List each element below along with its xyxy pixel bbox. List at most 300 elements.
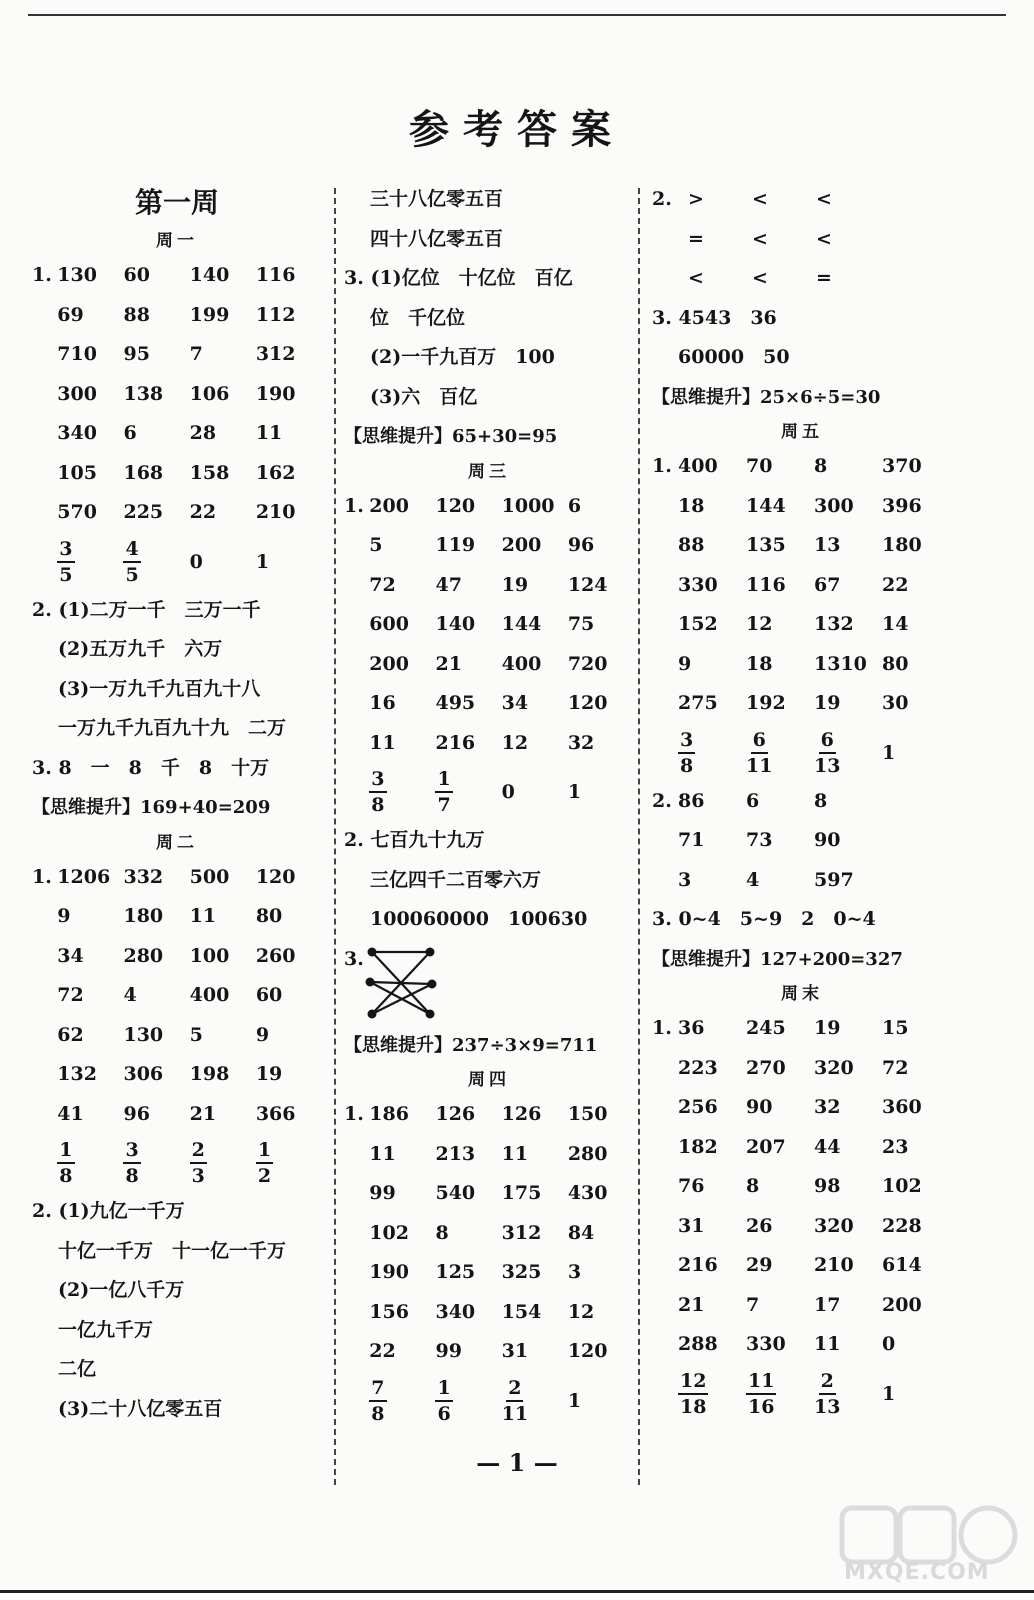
grid-cell: 168 [123, 461, 164, 484]
fraction-numerator: 3 [123, 1138, 140, 1164]
grid-cell: 96 [567, 534, 595, 556]
question-number [652, 861, 678, 901]
fraction-row [32, 1134, 322, 1192]
grid-cell: 210 [255, 501, 296, 523]
page-title: 参考答案 [409, 106, 625, 153]
grid-cell: 1206 [57, 865, 111, 888]
grid-cell: 140 [189, 264, 230, 286]
grid-cell: 570 [57, 501, 97, 523]
fraction [678, 728, 695, 778]
day-heading-wed: 周三 [468, 461, 510, 482]
grid-row [32, 1095, 322, 1135]
thinking-boost-label: 【思维提升】 [652, 948, 760, 970]
grid-row [344, 526, 634, 566]
grid-cell: 614 [882, 1254, 922, 1276]
grid-row [32, 414, 322, 454]
answer-line: 2. (1)二万一千 三万一千 [32, 598, 261, 621]
grid-row [344, 1095, 634, 1135]
answer-grid [652, 1009, 952, 1365]
grid-cell: 280 [567, 1142, 608, 1165]
grid-cell: 84 [567, 1221, 595, 1244]
fraction [814, 1369, 840, 1419]
grid-cell: 400 [501, 652, 542, 675]
column-divider [638, 188, 640, 1485]
grid-cell: 330 [746, 1333, 786, 1355]
grid-cell: 600 [369, 613, 409, 635]
thinking-boost-answer: 237÷3×9=711 [452, 1034, 598, 1056]
comparison-grid [652, 180, 952, 299]
comparison-sign: < [816, 227, 832, 250]
grid-cell: 76 [678, 1175, 705, 1197]
grid-cell: 5 [189, 1023, 203, 1046]
page-number: — 1 — [476, 1448, 558, 1477]
grid-row [344, 566, 634, 606]
grid-cell: 70 [746, 455, 773, 477]
grid-cell: 154 [501, 1300, 542, 1323]
thinking-boost [652, 378, 952, 418]
top-rule [28, 14, 1006, 16]
grid-cell: 216 [435, 731, 476, 754]
grid-row [344, 684, 634, 724]
thinking-boost-answer: 169+40=209 [140, 797, 271, 818]
grid-cell: 366 [255, 1102, 296, 1125]
grid-cell: 4 [746, 868, 760, 891]
thinking-boost-answer: 127+200=327 [760, 948, 903, 970]
grid-cell: 3 [567, 1261, 582, 1283]
grid-row [32, 1016, 322, 1056]
answer-line: (2)五万九千 六万 [58, 638, 223, 660]
grid-cell: 72 [57, 984, 84, 1006]
grid-cell: 71 [678, 829, 705, 851]
grid-row [652, 1049, 952, 1089]
grid-row [32, 976, 322, 1016]
fraction [435, 1376, 452, 1426]
question-number: 1. [344, 494, 364, 517]
grid-cell: 95 [123, 343, 150, 365]
thinking-boost-label: 【思维提升】 [344, 1034, 452, 1056]
grid-cell: 1000 [501, 494, 555, 517]
grid-cell: 130 [123, 1023, 164, 1046]
question-number: 1. [652, 1017, 672, 1039]
grid-row [32, 296, 322, 336]
grid-cell: 1 [567, 1389, 582, 1412]
answer-grid [32, 858, 322, 1135]
fraction-numerator: 3 [57, 537, 74, 563]
fraction [256, 1138, 273, 1188]
fraction [190, 1138, 207, 1188]
grid-cell: 8 [435, 1221, 449, 1244]
question-number [652, 259, 688, 299]
grid-cell: 9 [57, 905, 71, 927]
grid-cell: 0 [501, 781, 515, 803]
answer-line: (2)一千九百万 100 [370, 346, 555, 368]
grid-row [652, 526, 952, 566]
fraction-denominator: 6 [437, 1402, 451, 1425]
grid-cell: 306 [123, 1063, 164, 1085]
grid-row [652, 1246, 952, 1286]
grid-cell: 62 [57, 1023, 84, 1046]
fraction [678, 1369, 708, 1419]
grid-row [652, 684, 952, 724]
grid-cell: 19 [255, 1063, 283, 1085]
comparison-sign: > [688, 188, 704, 210]
grid-row [344, 605, 634, 645]
grid-cell: 6 [123, 422, 137, 444]
grid-row [652, 821, 952, 861]
answer-line: 3. 8 一 8 千 8 十万 [32, 756, 270, 779]
fraction-numerator: 1 [57, 1138, 74, 1164]
grid-row [652, 645, 952, 685]
grid-row [652, 1128, 952, 1168]
fraction-numerator: 1 [256, 1138, 273, 1164]
answer-line: 四十八亿零五百 [370, 227, 504, 250]
grid-cell: 124 [567, 573, 608, 596]
fraction-row [344, 1372, 634, 1430]
watermark-text: MXQE.COM [844, 1560, 990, 1585]
thinking-boost-answer: 65+30=95 [452, 426, 558, 447]
answer-line: 60000 50 [678, 346, 790, 368]
grid-cell: 15 [882, 1017, 909, 1039]
grid-cell: 198 [189, 1063, 230, 1085]
answer-line: 二亿 [58, 1358, 97, 1380]
grid-row [652, 1207, 952, 1247]
grid-cell: 41 [57, 1102, 84, 1125]
grid-cell: 11 [369, 1142, 396, 1165]
answer-line: 三亿四千二百零六万 [370, 868, 542, 891]
grid-cell: 162 [255, 461, 296, 484]
grid-cell: 44 [814, 1135, 841, 1158]
grid-cell: 5 [369, 534, 383, 556]
grid-cell: 275 [678, 692, 718, 714]
grid-cell: 256 [678, 1096, 718, 1118]
grid-cell: 120 [567, 1340, 608, 1362]
grid-cell: 47 [435, 573, 462, 596]
grid-row [32, 897, 322, 937]
grid-cell: 720 [567, 652, 608, 675]
column-1 [32, 180, 322, 1429]
thinking-boost [344, 1026, 634, 1066]
bottom-rule [0, 1590, 1034, 1593]
fraction-denominator: 16 [748, 1395, 775, 1418]
day-heading-mon: 周一 [156, 231, 198, 251]
grid-cell: 175 [501, 1182, 542, 1204]
grid-row [344, 1214, 634, 1254]
fraction-numerator: 12 [678, 1369, 708, 1395]
grid-row [32, 454, 322, 494]
grid-cell: 4 [123, 984, 137, 1006]
comparison-sign: < [752, 188, 768, 210]
grid-cell: 199 [189, 303, 230, 326]
answer-line: 位 千亿位 [370, 306, 466, 329]
grid-cell: 21 [189, 1102, 217, 1125]
grid-cell: 105 [57, 461, 97, 484]
question-number: 1. [32, 264, 52, 286]
grid-cell: 11 [189, 905, 217, 927]
grid-cell: 8 [814, 789, 828, 812]
grid-cell: 223 [678, 1056, 718, 1079]
comparison-sign: = [816, 267, 832, 289]
grid-cell: 126 [435, 1103, 476, 1125]
grid-cell: 216 [678, 1254, 718, 1276]
fraction [435, 767, 452, 817]
grid-row [32, 858, 322, 898]
thinking-boost [652, 940, 952, 980]
column-2 [344, 180, 634, 1430]
question-number [652, 821, 678, 861]
grid-cell: 17 [814, 1293, 841, 1316]
grid-row [32, 335, 322, 375]
grid-cell: 400 [189, 984, 230, 1006]
fraction-denominator: 13 [814, 754, 841, 777]
fraction [746, 728, 772, 778]
grid-cell: 1 [255, 550, 270, 573]
fraction-numerator: 2 [190, 1138, 207, 1164]
fraction-denominator: 2 [257, 1165, 272, 1187]
fraction [502, 1376, 528, 1426]
grid-cell: 340 [435, 1300, 476, 1323]
grid-cell: 26 [746, 1214, 773, 1237]
fraction-denominator: 8 [371, 794, 385, 816]
fraction-numerator: 7 [369, 1376, 386, 1402]
grid-cell: 34 [57, 944, 84, 967]
day-heading-fri: 周五 [781, 422, 823, 442]
thinking-boost-label: 【思维提升】 [32, 797, 140, 818]
answer-line: 100060000 100630 [370, 908, 588, 930]
grid-cell: 119 [435, 534, 476, 556]
grid-row [344, 1293, 634, 1333]
grid-cell: 80 [882, 652, 909, 675]
grid-cell: 200 [369, 652, 409, 675]
grid-cell: 280 [123, 944, 164, 967]
grid-cell: 360 [882, 1096, 922, 1118]
grid-cell: 73 [746, 829, 773, 851]
grid-cell: 11 [814, 1333, 841, 1355]
grid-cell: 312 [501, 1221, 542, 1244]
grid-row [32, 256, 322, 296]
grid-cell: 138 [123, 382, 164, 405]
grid-row [652, 447, 952, 487]
grid-row [344, 487, 634, 527]
grid-cell: 300 [57, 382, 97, 405]
matching-diagram [344, 940, 634, 1026]
grid-cell: 400 [678, 455, 718, 477]
comparison-sign: < [688, 267, 704, 289]
fraction-numerator: 1 [435, 1376, 452, 1402]
grid-cell: 710 [57, 343, 97, 365]
fraction-numerator: 1 [435, 767, 452, 793]
answer-line: 3. (1)亿位 十亿位 百亿 [344, 267, 573, 289]
day-heading-weekend: 周末 [781, 984, 823, 1004]
grid-cell: 1 [882, 1382, 896, 1405]
grid-cell: 96 [123, 1102, 150, 1125]
grid-cell: 11 [255, 422, 283, 444]
grid-cell: 144 [746, 494, 786, 517]
grid-cell: 370 [882, 455, 922, 477]
grid-cell: 11 [369, 731, 396, 754]
grid-cell: 12 [567, 1300, 595, 1323]
grid-row [652, 605, 952, 645]
grid-cell: 597 [814, 868, 854, 891]
grid-cell: 34 [501, 692, 529, 714]
grid-cell: 156 [369, 1300, 409, 1323]
fraction-row [344, 763, 634, 821]
grid-cell: 19 [501, 573, 529, 596]
grid-row [652, 1286, 952, 1326]
grid-cell: 102 [882, 1175, 922, 1197]
comparison-sign: < [752, 267, 768, 289]
grid-row [32, 1055, 322, 1095]
grid-cell: 270 [746, 1056, 786, 1079]
grid-cell: 180 [882, 534, 922, 556]
fraction-numerator: 4 [123, 537, 140, 563]
grid-cell: 120 [435, 494, 476, 517]
fraction-denominator: 13 [814, 1395, 841, 1418]
fraction-numerator: 2 [819, 1369, 836, 1395]
grid-cell: 495 [435, 692, 476, 714]
grid-cell: 80 [255, 905, 283, 927]
answer-line: (3)六 百亿 [370, 385, 478, 408]
fraction-denominator: 8 [59, 1165, 73, 1187]
grid-cell: 22 [189, 501, 217, 523]
thinking-boost-answer: 25×6÷5=30 [760, 386, 881, 408]
grid-cell: 112 [255, 303, 296, 326]
fraction-numerator: 2 [506, 1376, 523, 1402]
grid-cell: 245 [746, 1017, 786, 1039]
grid-cell: 16 [369, 692, 396, 714]
answer-line: 2. (1)九亿一千万 [32, 1200, 185, 1222]
answer-grid [652, 447, 952, 724]
grid-row [344, 1135, 634, 1175]
fraction-row [652, 1365, 952, 1423]
grid-row [652, 1009, 952, 1049]
question-number: 2. [652, 188, 672, 210]
grid-row [344, 1332, 634, 1372]
grid-cell: 0 [189, 550, 203, 573]
grid-row [32, 375, 322, 415]
grid-row [652, 1088, 952, 1128]
answer-line: (3)一万九千九百九十八 [58, 677, 261, 700]
fraction-denominator: 18 [680, 1395, 707, 1418]
grid-cell: 132 [814, 613, 854, 635]
grid-cell: 60 [123, 264, 150, 286]
grid-cell: 1 [882, 741, 896, 764]
grid-cell: 132 [57, 1063, 97, 1085]
answer-line: 3. 0~4 5~9 2 0~4 [652, 908, 876, 930]
thinking-boost [344, 417, 634, 457]
question-number: 3. [344, 947, 364, 970]
answer-grid [652, 782, 952, 901]
grid-cell: 180 [123, 905, 164, 927]
grid-cell: 1310 [814, 652, 867, 675]
comparison-row [652, 220, 952, 260]
question-number: 1. [32, 865, 52, 888]
grid-cell: 69 [57, 303, 84, 326]
grid-cell: 32 [814, 1096, 841, 1118]
grid-cell: 150 [567, 1103, 608, 1125]
grid-cell: 190 [369, 1261, 409, 1283]
grid-cell: 120 [567, 692, 608, 714]
question-number [652, 220, 688, 260]
grid-cell: 72 [882, 1056, 909, 1079]
line-matching-icon [362, 944, 442, 1022]
grid-row [32, 493, 322, 533]
grid-cell: 6 [567, 494, 582, 517]
comparison-row [652, 180, 952, 220]
grid-cell: 8 [746, 1175, 760, 1197]
answer-line: (2)一亿八千万 [58, 1279, 185, 1301]
grid-cell: 29 [746, 1254, 773, 1276]
grid-cell: 207 [746, 1135, 786, 1158]
grid-cell: 116 [746, 573, 786, 596]
fraction [369, 767, 386, 817]
comparison-sign: < [816, 188, 832, 210]
grid-row [652, 782, 952, 822]
fraction [123, 537, 140, 587]
grid-cell: 140 [435, 613, 476, 635]
grid-cell: 152 [678, 613, 718, 635]
answer-line: 3. 4543 36 [652, 306, 777, 329]
grid-cell: 23 [882, 1135, 909, 1158]
grid-cell: 22 [369, 1340, 396, 1362]
grid-cell: 144 [501, 613, 542, 635]
grid-cell: 102 [369, 1221, 409, 1244]
grid-cell: 540 [435, 1182, 476, 1204]
fraction-numerator: 6 [751, 728, 768, 754]
comparison-sign: = [688, 227, 704, 250]
grid-cell: 430 [567, 1182, 608, 1204]
grid-cell: 8 [814, 455, 828, 477]
fraction-denominator: 8 [680, 754, 694, 777]
grid-cell: 99 [435, 1340, 462, 1362]
question-number: 1. [344, 1103, 364, 1125]
grid-cell: 0 [882, 1333, 896, 1355]
grid-cell: 98 [814, 1175, 841, 1197]
fraction [123, 1138, 140, 1188]
grid-cell: 3 [678, 868, 692, 891]
grid-cell: 106 [189, 382, 230, 405]
thinking-boost-label: 【思维提升】 [652, 386, 760, 408]
grid-cell: 32 [567, 731, 595, 754]
grid-cell: 86 [678, 789, 705, 812]
fraction-denominator: 3 [191, 1165, 205, 1187]
grid-row [652, 861, 952, 901]
fraction [814, 728, 840, 778]
answer-line: 2. 七百九十九万 [344, 829, 485, 851]
grid-row [652, 487, 952, 527]
grid-row [344, 1253, 634, 1293]
grid-cell: 22 [882, 573, 909, 596]
grid-cell: 75 [567, 613, 595, 635]
grid-cell: 332 [123, 865, 164, 888]
comparison-sign: < [752, 227, 768, 250]
grid-cell: 116 [255, 264, 296, 286]
grid-cell: 31 [501, 1340, 529, 1362]
grid-cell: 320 [814, 1056, 854, 1079]
day-heading-thu: 周四 [468, 1070, 510, 1090]
grid-cell: 1 [567, 781, 582, 803]
grid-cell: 30 [882, 692, 909, 714]
grid-cell: 88 [678, 534, 705, 556]
question-number: 1. [652, 455, 672, 477]
grid-cell: 12 [501, 731, 529, 754]
grid-cell: 21 [678, 1293, 705, 1316]
grid-cell: 11 [501, 1142, 529, 1165]
grid-cell: 158 [189, 461, 230, 484]
grid-cell: 36 [678, 1017, 705, 1039]
answer-line: 一亿九千万 [58, 1318, 154, 1341]
grid-cell: 9 [678, 652, 692, 675]
grid-cell: 28 [189, 422, 217, 444]
